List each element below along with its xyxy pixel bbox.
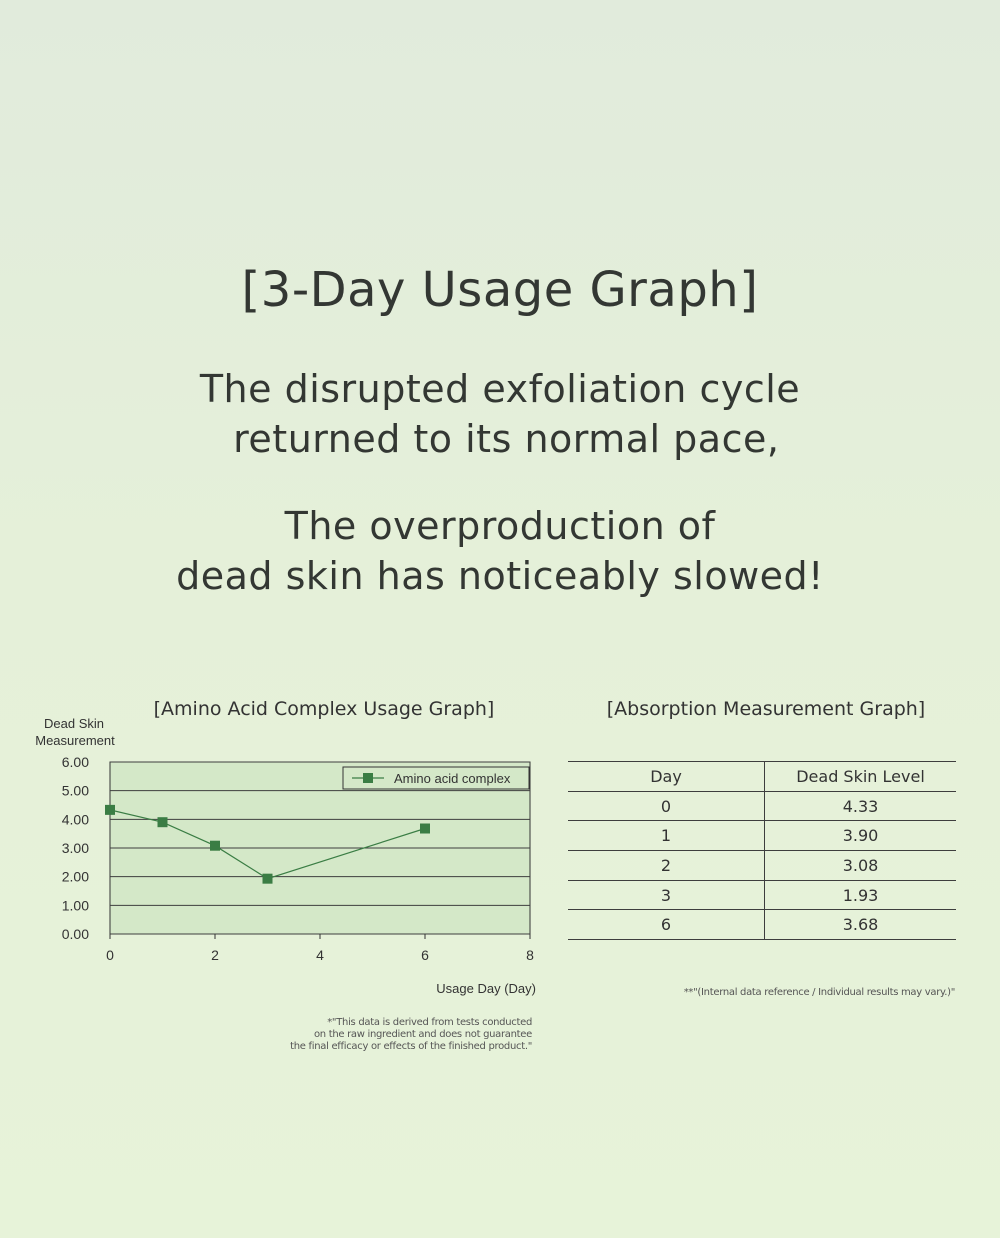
y-tick-label: 1.00: [61, 897, 89, 914]
x-tick-label: 0: [106, 947, 114, 963]
y-tick-label: 4.00: [61, 811, 89, 828]
table-disclaimer: **"(Internal data reference / Individual results may vary.)": [683, 987, 955, 998]
y-tick-label: 6.00: [61, 754, 89, 770]
table-cell-day: 3: [568, 880, 765, 910]
disclaimer-line: *"This data is derived from tests conducted: [327, 1017, 532, 1028]
headline-paragraph-1: [0, 364, 1000, 464]
x-tick-label: 2: [211, 947, 219, 963]
table-header-level: Dead Skin Level: [765, 762, 957, 792]
table-cell-day: 0: [568, 791, 765, 821]
table-row: [568, 791, 956, 821]
y-axis-label: Dead Skin Measurement: [35, 716, 115, 748]
table-row: [568, 821, 956, 851]
y-tick-label: 5.00: [61, 782, 89, 799]
y-tick-label: 0.00: [61, 926, 89, 942]
y-tick-label: 2.00: [61, 868, 89, 885]
data-point: [263, 874, 273, 884]
table-cell-level: 3.08: [765, 851, 957, 881]
table-cell-level: 1.93: [765, 880, 957, 910]
x-tick-label: 8: [526, 947, 534, 963]
table-title: [Absorption Measurement Graph]: [606, 698, 926, 720]
headline-line: The overproduction of: [284, 504, 716, 548]
table-cell-day: 1: [568, 821, 765, 851]
x-axis-label: Usage Day (Day): [436, 981, 536, 996]
legend-marker: [363, 773, 373, 783]
x-tick-label: 6: [421, 947, 429, 963]
chart-disclaimer: [290, 1017, 532, 1053]
data-point: [105, 805, 115, 815]
table-cell-level: 3.90: [765, 821, 957, 851]
data-point: [420, 824, 430, 834]
table-cell-level: 3.68: [765, 910, 957, 940]
data-point: [210, 841, 220, 851]
table-header-row: [568, 762, 956, 792]
headline-line: returned to its normal pace,: [220, 417, 780, 461]
table-row: [568, 910, 956, 940]
disclaimer-line: on the raw ingredient and does not guarantee: [313, 1029, 532, 1040]
table-row: [568, 851, 956, 881]
line-chart: [0, 700, 560, 1020]
table-header-day: Day: [568, 762, 765, 792]
table-cell-level: 4.33: [765, 791, 957, 821]
data-point: [158, 817, 168, 827]
headline-line: dead skin has noticeably slowed!: [176, 554, 824, 598]
measurement-table: [568, 761, 956, 940]
page-title: [3-Day Usage Graph]: [241, 262, 759, 318]
headline-paragraph-2: [0, 501, 1000, 601]
legend-label: Amino acid complex: [394, 771, 511, 786]
disclaimer-line: the final efficacy or effects of the finished product.": [290, 1041, 532, 1052]
headline-line: The disrupted exfoliation cycle: [199, 367, 801, 411]
chart-title: [Amino Acid Complex Usage Graph]: [153, 698, 495, 720]
table-row: [568, 880, 956, 910]
table-cell-day: 2: [568, 851, 765, 881]
table-cell-day: 6: [568, 910, 765, 940]
y-tick-label: 3.00: [61, 840, 89, 856]
x-tick-label: 4: [316, 947, 324, 963]
